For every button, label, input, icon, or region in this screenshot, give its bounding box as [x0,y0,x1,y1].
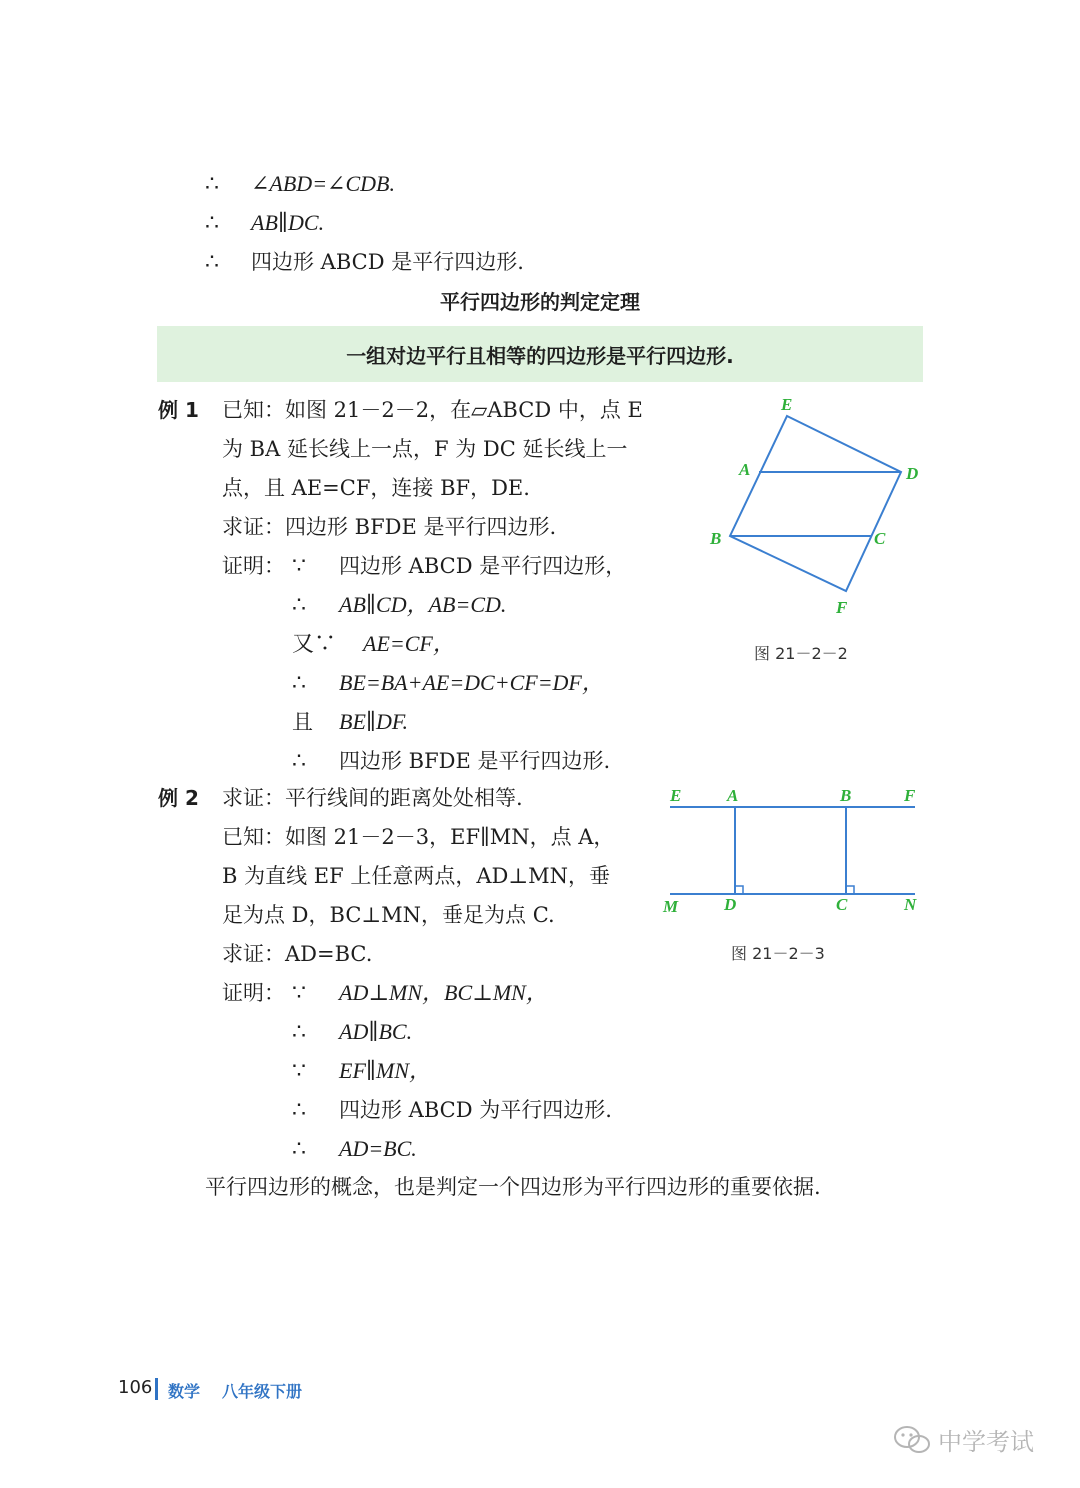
proof-text: AE=CF， [363,631,455,656]
example-1-label: 例 1 [158,398,199,422]
page-number: 106 [118,1377,153,1398]
proof-text: EF∥MN， [339,1058,432,1083]
footer-subject: 数学 [168,1382,201,1401]
proof-line [205,248,524,276]
point-label-a: A [739,460,751,479]
watermark [892,1422,1034,1457]
example-1-given-line: 点，且 AE=CF，连接 BF，DE. [222,476,530,500]
point-label-d: D [724,895,737,914]
closing-paragraph: 平行四边形的概念，也是判定一个四边形为平行四边形的重要依据. [205,1175,821,1199]
example-1-proof-label: 证明： [222,554,285,578]
point-label-f: F [836,598,848,617]
therefore-symbol: ∴ [205,172,219,197]
proof-text: 四边形 ABCD 为平行四边形. [339,1098,612,1122]
therefore-symbol: ∴ [205,211,219,236]
proof-text: ∠ABD=∠CDB. [251,171,395,196]
proof-text: AB∥DC. [251,210,325,235]
therefore-symbol: ∴ [292,1137,306,1162]
example-1-proof-line [292,669,604,697]
because-symbol: 又∵ [292,632,337,657]
proof-text: AD⊥MN，BC⊥MN， [339,980,548,1005]
point-label-e: E [670,786,682,805]
point-label-d: D [906,464,919,483]
point-label-n: N [904,895,917,914]
proof-text: BE=BA+AE=DC+CF=DF， [339,670,604,695]
because-symbol: ∵ [292,554,306,579]
example-2-proof-line [292,1096,612,1124]
example-2-proof-line [292,1018,413,1046]
example-2-given-line: 足为点 D，BC⊥MN，垂足为点 C. [222,903,555,927]
example-2-given-line: 已知：如图 21－2－3，EF∥MN，点 A， [222,825,615,849]
because-symbol: ∵ [292,1059,306,1084]
wechat-icon [892,1424,932,1456]
section-heading: 平行四边形的判定定理 [440,290,640,314]
therefore-symbol: ∴ [292,749,306,774]
example-1-proof-line [292,708,409,736]
watermark-text: 中学考试 [938,1428,1034,1456]
example-1-proof-line [292,552,627,580]
point-label-f: F [904,786,916,805]
footer-divider [155,1378,158,1400]
proof-line [205,209,325,237]
therefore-symbol: ∴ [205,250,219,275]
figure-caption: 图 21－2－2 [754,644,848,663]
theorem-box [157,326,923,382]
example-2-prove: 求证：AD=BC. [222,942,373,966]
proof-text: AB∥CD，AB=CD. [339,592,507,617]
example-1-proof-line [292,747,611,775]
figure-21-2-2 [700,388,940,623]
example-2-given-line: B 为直线 EF 上任意两点，AD⊥MN，垂 [222,864,610,888]
point-label-a: A [727,786,739,805]
therefore-symbol: ∴ [292,1098,306,1123]
point-label-c: C [836,895,848,914]
proof-text: AD=BC. [339,1136,417,1161]
because-symbol: ∵ [292,981,306,1006]
example-1-prove: 求证：四边形 BFDE 是平行四边形. [222,515,557,539]
example-2-proof-line [292,1057,432,1085]
footer-book: 八年级下册 [222,1382,303,1401]
point-label-b: B [840,786,852,805]
proof-line [205,170,395,198]
proof-text: 四边形 BFDE 是平行四边形. [339,749,611,773]
theorem-text: 一组对边平行且相等的四边形是平行四边形. [346,343,734,368]
right-angle-mark [735,886,743,894]
example-1-given-line: 已知：如图 21－2－2，在▱ABCD 中，点 E [222,398,643,422]
figure-caption: 图 21－2－3 [731,944,825,963]
point-label-e: E [781,395,793,414]
right-angle-mark [846,886,854,894]
point-label-m: M [663,897,679,916]
proof-text: AD∥BC. [339,1019,413,1044]
point-label-b: B [710,529,722,548]
proof-text: 四边形 ABCD 是平行四边形， [339,554,627,578]
example-2-label: 例 2 [158,786,199,810]
proof-text: BE∥DF. [339,709,409,734]
proof-text: 四边形 ABCD 是平行四边形. [251,250,524,274]
example-2-statement: 求证：平行线间的距离处处相等. [222,786,523,810]
quadrilateral-bfde [730,416,901,591]
therefore-symbol: ∴ [292,671,306,696]
point-label-c: C [874,529,886,548]
example-2-proof-label: 证明： [222,981,285,1005]
therefore-symbol: ∴ [292,593,306,618]
example-1-proof-line [292,630,455,658]
example-2-proof-line [292,979,548,1007]
example-1-proof-line [292,591,507,619]
therefore-symbol: ∴ [292,1020,306,1045]
and-word: 且 [292,710,313,734]
figure-21-2-3 [660,780,930,920]
example-2-proof-line [292,1135,417,1163]
example-1-given-line: 为 BA 延长线上一点，F 为 DC 延长线上一 [222,437,628,461]
